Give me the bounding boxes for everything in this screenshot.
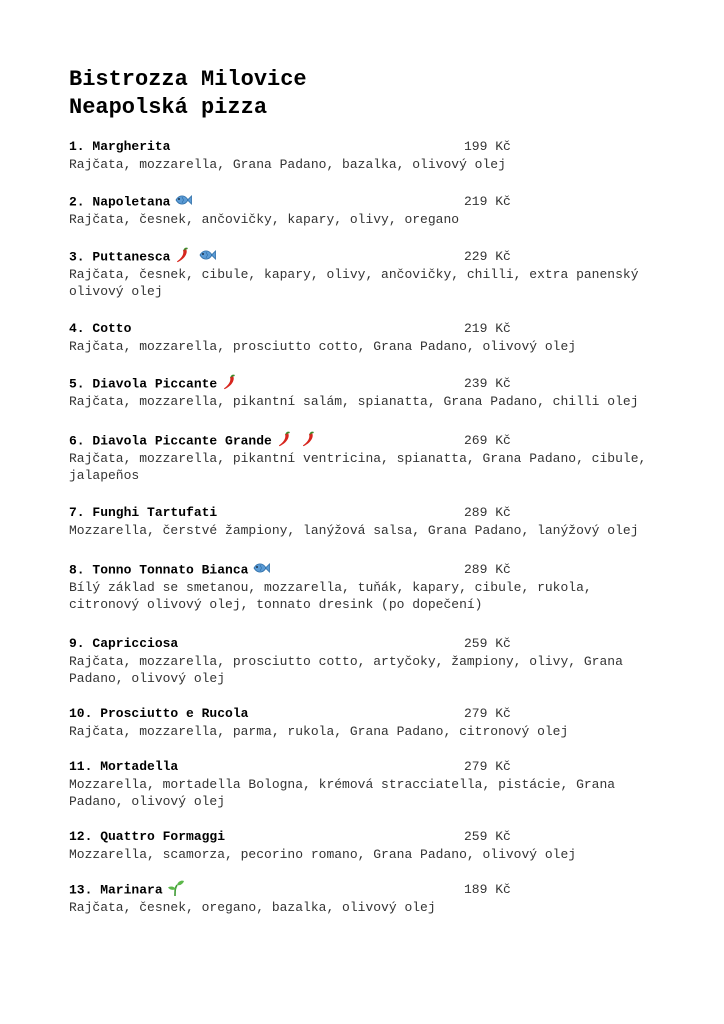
- menu-item-price: 259 Kč: [464, 636, 511, 651]
- menu-item-name: 6. Diavola Piccante Grande: [69, 433, 272, 449]
- menu-item: [69, 705, 669, 740]
- menu-item-description: Rajčata, česnek, oregano, bazalka, olivový olej: [69, 900, 436, 915]
- menu-item-name: 11. Mortadella: [69, 759, 179, 774]
- menu-item: [69, 320, 669, 355]
- fish-icon: [252, 561, 270, 575]
- menu-item: [69, 758, 669, 810]
- menu-item: [69, 138, 669, 173]
- menu-item-description: Bílý základ se smetanou, mozzarella, tuňák, kapary, cibule, rukola, citronový olivový olej, tonnato dresink (po dopečení): [69, 580, 592, 612]
- menu-item-header: [69, 375, 669, 393]
- menu-item: [69, 248, 669, 300]
- menu-item-price: 219 Kč: [464, 194, 511, 209]
- menu-item-name: 8. Tonno Tonnato Bianca: [69, 562, 249, 578]
- menu-item-description: Rajčata, mozzarella, prosciutto cotto, Grana Padano, olivový olej: [69, 339, 577, 354]
- menu-page: [69, 66, 669, 916]
- menu-item-price: 219 Kč: [464, 321, 511, 336]
- menu-section-title: Neapolská pizza: [69, 95, 268, 120]
- menu-item-header: [69, 561, 669, 579]
- menu-item-price: 289 Kč: [464, 562, 511, 577]
- fish-icon: [198, 248, 216, 262]
- menu-item-header: [69, 881, 669, 899]
- menu-item-description: Rajčata, mozzarella, prosciutto cotto, artyčoky, žampiony, olivy, Grana Padano, olivový olej: [69, 654, 623, 686]
- menu-item-header: [69, 635, 669, 653]
- fish-icon: [174, 193, 192, 207]
- menu-item-description: Rajčata, česnek, cibule, kapary, olivy, ančovičky, chilli, extra panenský olivový olej: [69, 267, 639, 299]
- chili-icon: [221, 373, 237, 391]
- menu-item-price: 229 Kč: [464, 249, 511, 264]
- menu-item: [69, 193, 669, 228]
- menu-item-price: 259 Kč: [464, 829, 511, 844]
- menu-item-name: 9. Capricciosa: [69, 636, 179, 651]
- menu-item-header: [69, 705, 669, 723]
- menu-item: [69, 881, 669, 916]
- menu-item-description: Rajčata, mozzarella, pikantní salám, spianatta, Grana Padano, chilli olej: [69, 394, 639, 409]
- menu-item-header: [69, 828, 669, 846]
- menu-item-name: 13. Marinara: [69, 882, 163, 898]
- restaurant-name: Bistrozza Milovice: [69, 67, 307, 92]
- menu-item-icons: [252, 559, 270, 577]
- menu-item: [69, 828, 669, 863]
- menu-title: [69, 66, 669, 122]
- menu-item-list: [69, 138, 669, 916]
- menu-item-price: 269 Kč: [464, 433, 511, 448]
- menu-item-header: [69, 504, 669, 522]
- menu-item-name: 2. Napoletana: [69, 194, 171, 210]
- menu-item: [69, 432, 669, 484]
- menu-item-description: Rajčata, mozzarella, pikantní ventricina, spianatta, Grana Padano, cibule, jalapeños: [69, 451, 647, 483]
- menu-item-price: 189 Kč: [464, 882, 511, 897]
- menu-item: [69, 375, 669, 410]
- menu-item-price: 279 Kč: [464, 706, 511, 721]
- menu-item-header: [69, 320, 669, 338]
- menu-item-icons: [174, 191, 192, 209]
- menu-item-name: 7. Funghi Tartufati: [69, 505, 218, 520]
- menu-item-name: 4. Cotto: [69, 321, 132, 336]
- menu-item-header: [69, 193, 669, 211]
- menu-item-price: 289 Kč: [464, 505, 511, 520]
- menu-item-name: 10. Prosciutto e Rucola: [69, 706, 249, 721]
- menu-item-name: 12. Quattro Formaggi: [69, 829, 226, 844]
- sprout-icon: [167, 879, 185, 897]
- menu-item-name: 5. Diavola Piccante: [69, 376, 218, 392]
- menu-item-icons: [167, 879, 185, 897]
- menu-item-name: 1. Margherita: [69, 139, 171, 154]
- chili-icon: [174, 246, 190, 264]
- menu-item-description: Mozzarella, mortadella Bologna, krémová stracciatella, pistácie, Grana Padano, olivový olej: [69, 777, 616, 809]
- menu-item-icons: [221, 373, 237, 391]
- menu-item: [69, 635, 669, 687]
- menu-item-description: Rajčata, česnek, ančovičky, kapary, olivy, oregano: [69, 212, 460, 227]
- menu-item-header: [69, 758, 669, 776]
- menu-item: [69, 504, 669, 539]
- menu-item-price: 279 Kč: [464, 759, 511, 774]
- menu-item-description: Rajčata, mozzarella, Grana Padano, bazalka, olivový olej: [69, 157, 506, 172]
- menu-item-icons: [276, 430, 316, 448]
- chili-icon: [276, 430, 292, 448]
- menu-item-description: Mozzarella, scamorza, pecorino romano, Grana Padano, olivový olej: [69, 847, 577, 862]
- menu-item-price: 239 Kč: [464, 376, 511, 391]
- menu-item: [69, 561, 669, 613]
- menu-item-price: 199 Kč: [464, 139, 511, 154]
- menu-item-description: Mozzarella, čerstvé žampiony, lanýžová salsa, Grana Padano, lanýžový olej: [69, 523, 639, 538]
- menu-item-header: [69, 248, 669, 266]
- menu-item-header: [69, 432, 669, 450]
- menu-item-description: Rajčata, mozzarella, parma, rukola, Grana Padano, citronový olej: [69, 724, 569, 739]
- menu-item-header: [69, 138, 669, 156]
- menu-item-icons: [174, 246, 216, 264]
- chili-icon: [300, 430, 316, 448]
- menu-item-name: 3. Puttanesca: [69, 249, 171, 265]
